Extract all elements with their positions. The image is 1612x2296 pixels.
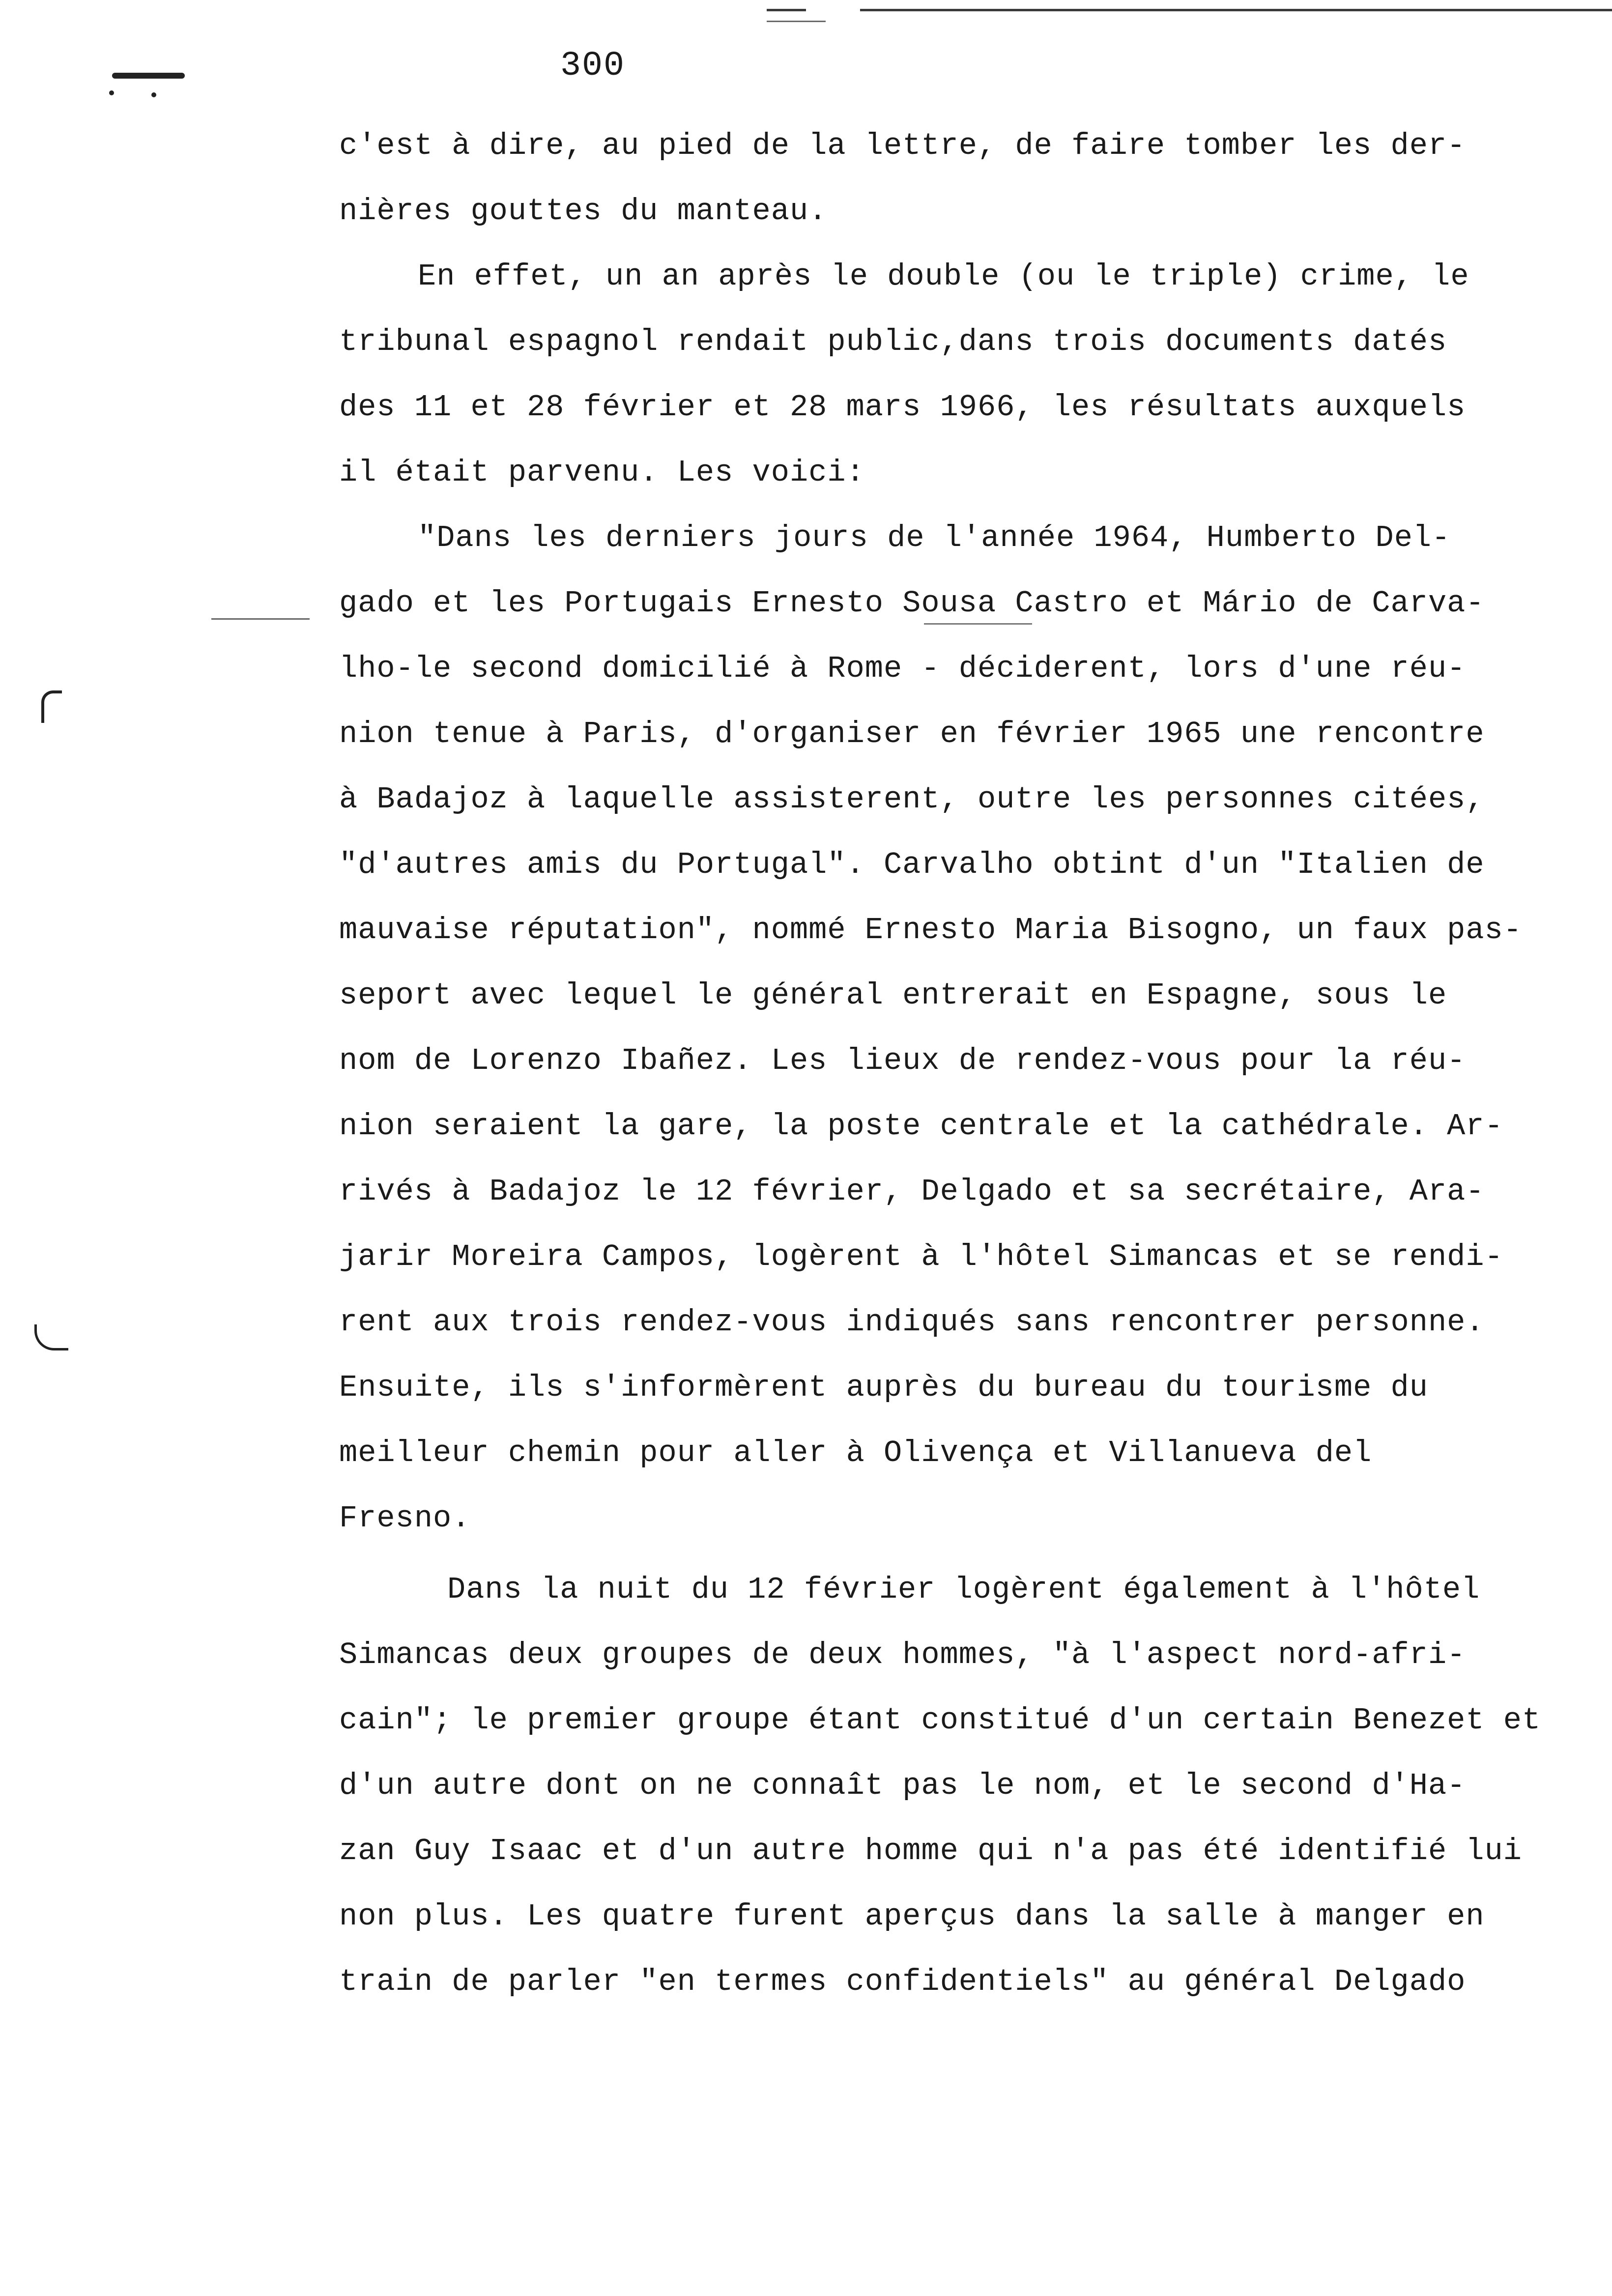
ink-mark-stroke <box>112 73 185 79</box>
text-line: tribunal espagnol rendait public,dans trois documents datés <box>339 324 1447 359</box>
text-line: train de parler "en termes confidentiels" au général Delgado <box>339 1964 1466 1999</box>
text-line: non plus. Les quatre furent aperçus dans la salle à manger en <box>339 1899 1485 1934</box>
text-line: cain"; le premier groupe étant constitué d'un certain Benezet et <box>339 1703 1541 1738</box>
text-line: des 11 et 28 février et 28 mars 1966, les résultats auxquels <box>339 390 1466 425</box>
top-rule-long <box>860 9 1612 11</box>
text-line: nom de Lorenzo Ibañez. Les lieux de rendez-vous pour la réu- <box>339 1043 1466 1078</box>
paragraph-start-line: En effet, un an après le double (ou le triple) crime, le <box>418 259 1469 294</box>
text-line: Ensuite, ils s'informèrent auprès du bureau du tourisme du <box>339 1370 1428 1405</box>
text-line: nion seraient la gare, la poste centrale et la cathédrale. Ar- <box>339 1109 1503 1144</box>
page-number: 300 <box>560 47 626 86</box>
text-line: d'un autre dont on ne connaît pas le nom, et le second d'Ha- <box>339 1768 1466 1803</box>
text-line: mauvaise réputation", nommé Ernesto Maria Bisogno, un faux pas- <box>339 913 1522 947</box>
text-line: Fresno. <box>339 1501 471 1536</box>
typed-text-body <box>339 113 1573 2014</box>
text-line: rivés à Badajoz le 12 février, Delgado et sa secrétaire, Ara- <box>339 1174 1485 1209</box>
text-line: lho-le second domicilié à Rome - déciderent, lors d'une réu- <box>339 651 1466 686</box>
ink-mark-dot <box>151 92 156 97</box>
margin-bracket-mark <box>41 690 62 723</box>
text-line: à Badajoz à laquelle assisterent, outre les personnes citées, <box>339 782 1485 817</box>
text-line: seport avec lequel le général entrerait en Espagne, sous le <box>339 978 1447 1013</box>
top-rule-faint <box>767 21 826 22</box>
text-line: nières gouttes du manteau. <box>339 194 828 229</box>
text-line: c'est à dire, au pied de la lettre, de faire tomber les der- <box>339 128 1466 163</box>
top-rule-short <box>767 9 806 11</box>
paragraph-start-line: "Dans les derniers jours de l'année 1964, Humberto Del- <box>418 520 1451 555</box>
text-line: nion tenue à Paris, d'organiser en février 1965 une rencontre <box>339 717 1485 751</box>
ink-mark-dot <box>109 90 114 95</box>
margin-curve-mark <box>34 1324 68 1350</box>
text-line: zan Guy Isaac et d'un autre homme qui n'a pas été identifié lui <box>339 1834 1522 1868</box>
text-line: "d'autres amis du Portugal". Carvalho obtint d'un "Italien de <box>339 847 1485 882</box>
margin-dash <box>211 618 310 620</box>
text-line: rent aux trois rendez-vous indiqués sans rencontrer personne. <box>339 1305 1485 1340</box>
text-line: gado et les Portugais Ernesto Sousa Castro et Mário de Carva- <box>339 586 1485 621</box>
text-line: meilleur chemin pour aller à Olivença et Villanueva del <box>339 1435 1372 1470</box>
text-line: il était parvenu. Les voici: <box>339 455 865 490</box>
paragraph-start-line: Dans la nuit du 12 février logèrent également à l'hôtel <box>447 1572 1480 1607</box>
text-line: Simancas deux groupes de deux hommes, "à l'aspect nord-afri- <box>339 1637 1466 1672</box>
text-line: jarir Moreira Campos, logèrent à l'hôtel Simancas et se rendi- <box>339 1239 1503 1274</box>
